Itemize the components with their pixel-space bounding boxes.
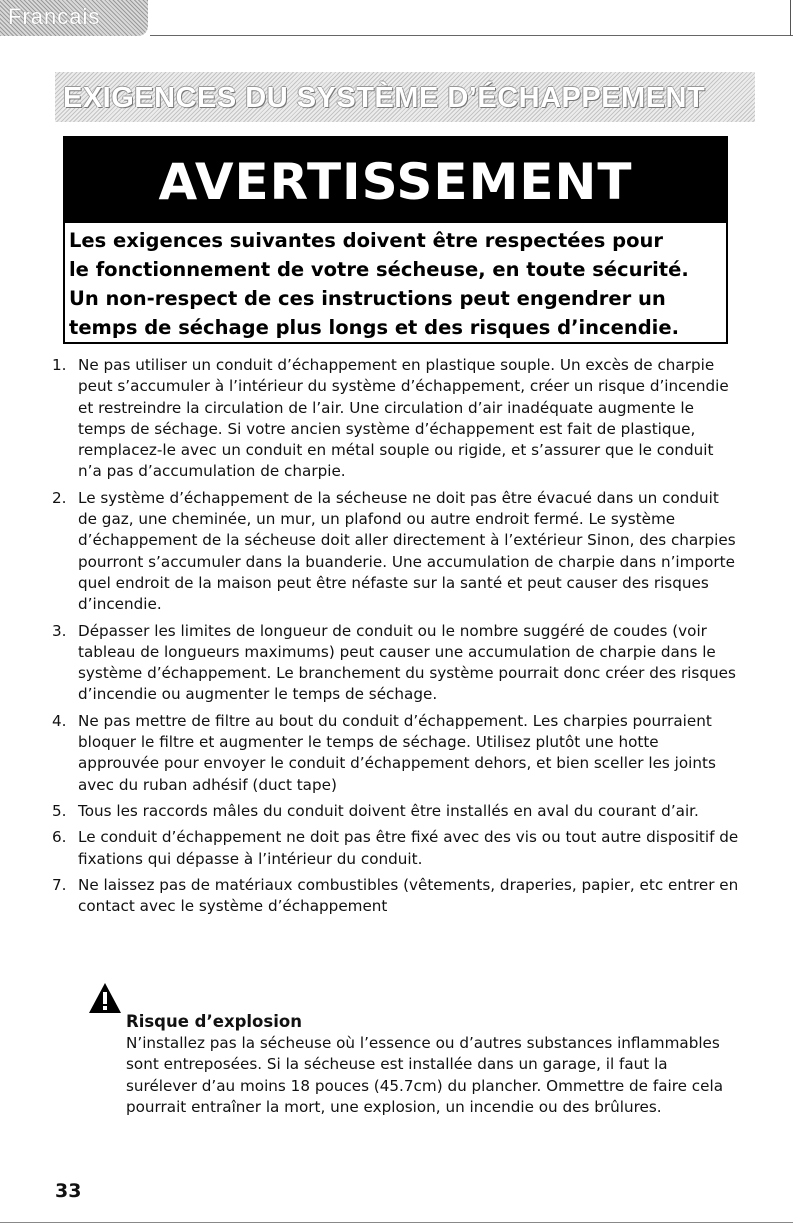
requirements-list xyxy=(52,355,742,917)
item-text: Ne pas utiliser un conduit d’échappement en plastique souple. Un excès de charpie peut s’accumuler à l’intérieur du système d’échappement, créer un risque d’incendie et restreindre la circulation de l’air. Une circulation d’air inadéquate augmente le temps de séchage. Si votre ancien système d’échappement est fait de plastique, remplacez-le avec un conduit en métal souple ou rigide, et s’assurer que le conduit n’a pas d’accumulation de charpie. xyxy=(78,356,729,481)
warning-text xyxy=(65,223,726,342)
explosion-risk-title: Risque d’explosion xyxy=(126,1012,302,1031)
language-tab xyxy=(0,0,148,36)
warning-title: AVERTISSEMENT xyxy=(65,138,726,223)
language-label: Francais xyxy=(8,4,101,29)
section-title: EXIGENCES DU SYSTÈME D’ÉCHAPPEMENT xyxy=(63,82,706,114)
item-text: Tous les raccords mâles du conduit doivent être installés en aval du courant d’air. xyxy=(78,801,699,820)
list-item xyxy=(52,827,742,870)
item-number: 3. xyxy=(52,621,67,640)
list-item xyxy=(52,488,742,616)
top-rule xyxy=(150,35,793,36)
item-number: 2. xyxy=(52,488,67,507)
item-text: Ne laissez pas de matériaux combustibles (vêtements, draperies, papier, etc entrer en contact avec le système d’échappement xyxy=(78,875,739,916)
warning-triangle-icon xyxy=(88,982,122,1014)
item-number: 5. xyxy=(52,801,67,820)
item-number: 7. xyxy=(52,875,67,894)
bottom-rule xyxy=(0,1222,793,1223)
warning-line: le fonctionnement de votre sécheuse, en toute sécurité. xyxy=(69,258,689,281)
explosion-risk-text: N’installez pas la sécheuse où l’essence ou d’autres substances inflammables sont entreposées. Si la sécheuse est installée dans un garage, il faut la surélever d’au moins 18 pouces (45.7cm) du plancher. Ommettre de faire cela pourrait entraîner la mort, une explosion, un incendie ou des brûlures. xyxy=(126,1034,724,1116)
right-edge-rule xyxy=(790,0,791,36)
warning-line: Un non-respect de ces instructions peut engendrer un xyxy=(69,287,666,310)
item-number: 6. xyxy=(52,828,67,847)
list-item xyxy=(52,711,742,796)
item-number: 4. xyxy=(52,711,67,730)
list-item xyxy=(52,801,742,822)
list-item xyxy=(52,355,742,483)
item-text: Le conduit d’échappement ne doit pas être fixé avec des vis ou tout autre dispositif de fixations qui dépasse à l’intérieur du conduit. xyxy=(78,828,739,868)
warning-line: Les exigences suivantes doivent être respectées pour xyxy=(69,229,664,252)
warning-box xyxy=(63,136,728,344)
list-item xyxy=(52,875,742,918)
section-title-banner xyxy=(55,72,755,122)
item-text: Dépasser les limites de longueur de conduit ou le nombre suggéré de coudes (voir tableau de longueurs maximums) peut causer une accumulation de charpie dans le système d’échappement. Le branchement du système pourrait donc créer des risques d’incendie ou augmenter le temps de séchage. xyxy=(78,621,736,704)
list-item xyxy=(52,621,742,706)
item-text: Le système d’échappement de la sécheuse ne doit pas être évacué dans un conduit de gaz, une cheminée, un mur, un plafond ou autre endroit fermé. Le système d’échappement de la sécheuse doit aller directement à l’extérieur Sinon, des charpies pourront s’accumuler dans la buanderie. Une accumulation de charpie dans n’importe quel endroit de la maison peut être néfaste sur la santé et peut causer des risques d’incendie. xyxy=(78,488,736,614)
warning-line: temps de séchage plus longs et des risques d’incendie. xyxy=(69,316,679,339)
item-text: Ne pas mettre de filtre au bout du conduit d’échappement. Les charpies pourraient bloquer le filtre et augmenter le temps de séchage. Utilisez plutôt une hotte approuvée pour envoyer le conduit d’échappement dehors, et bien sceller les joints avec du ruban adhésif (duct tape) xyxy=(78,711,716,794)
item-number: 1. xyxy=(52,356,67,374)
page-number: 33 xyxy=(55,1180,82,1202)
